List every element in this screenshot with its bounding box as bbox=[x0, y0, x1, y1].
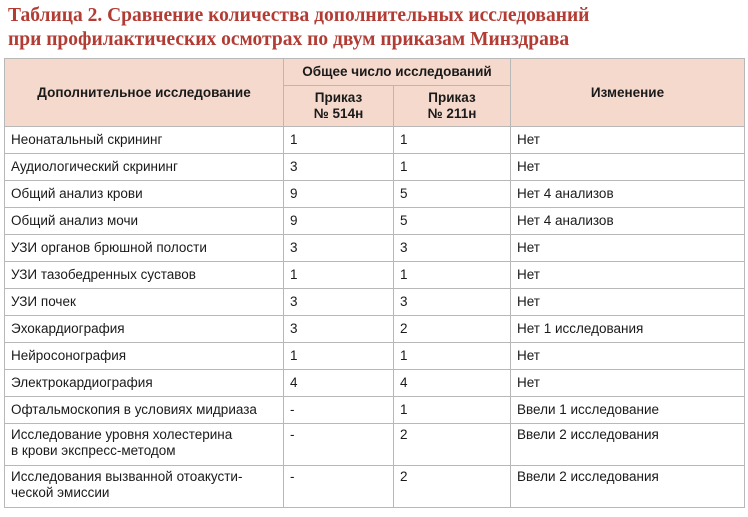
cell-211: 5 bbox=[394, 208, 511, 235]
table-row bbox=[5, 316, 745, 343]
cell-test bbox=[5, 466, 284, 508]
cell-test: УЗИ тазобедренных суставов bbox=[5, 262, 284, 289]
cell-514: 9 bbox=[284, 208, 394, 235]
cell-change: Нет bbox=[511, 289, 745, 316]
header-test: Дополнительное исследование bbox=[5, 59, 284, 127]
cell-test: Офтальмоскопия в условиях мидриаза bbox=[5, 397, 284, 424]
cell-change: Нет bbox=[511, 262, 745, 289]
table-row bbox=[5, 466, 745, 508]
header-change: Изменение bbox=[511, 59, 745, 127]
cell-211: 5 bbox=[394, 181, 511, 208]
cell-test: Неонатальный скрининг bbox=[5, 127, 284, 154]
table-row bbox=[5, 208, 745, 235]
cell-change: Нет bbox=[511, 343, 745, 370]
table-row bbox=[5, 370, 745, 397]
table-row bbox=[5, 235, 745, 262]
cell-211: 2 bbox=[394, 316, 511, 343]
table-row bbox=[5, 262, 745, 289]
cell-211: 3 bbox=[394, 289, 511, 316]
cell-514: 1 bbox=[284, 127, 394, 154]
table-row bbox=[5, 154, 745, 181]
cell-change: Ввели 2 исследования bbox=[511, 466, 745, 508]
header-order-211 bbox=[394, 86, 511, 127]
header-order-211-line1: Приказ bbox=[428, 90, 476, 105]
cell-514: 1 bbox=[284, 343, 394, 370]
table-row bbox=[5, 343, 745, 370]
cell-514: 3 bbox=[284, 316, 394, 343]
cell-514: 3 bbox=[284, 154, 394, 181]
cell-change: Нет bbox=[511, 154, 745, 181]
cell-test: Нейросонография bbox=[5, 343, 284, 370]
cell-514: - bbox=[284, 466, 394, 508]
cell-514: - bbox=[284, 424, 394, 466]
header-total: Общее число исследований bbox=[284, 59, 511, 86]
cell-211: 1 bbox=[394, 262, 511, 289]
table-row bbox=[5, 289, 745, 316]
header-order-514-line1: Приказ bbox=[314, 90, 363, 105]
cell-test bbox=[5, 424, 284, 466]
header-order-211-line2: № 211н bbox=[427, 106, 477, 121]
cell-change: Нет 4 анализов bbox=[511, 208, 745, 235]
cell-test: Электрокардиография bbox=[5, 370, 284, 397]
cell-514: 1 bbox=[284, 262, 394, 289]
cell-211: 2 bbox=[394, 424, 511, 466]
cell-test: Эхокардиография bbox=[5, 316, 284, 343]
cell-change: Ввели 1 исследование bbox=[511, 397, 745, 424]
cell-211: 1 bbox=[394, 397, 511, 424]
header-order-514 bbox=[284, 86, 394, 127]
cell-514: 4 bbox=[284, 370, 394, 397]
title-line-1: Таблица 2. Сравнение количества дополнительных исследований bbox=[8, 5, 590, 26]
cell-test: УЗИ органов брюшной полости bbox=[5, 235, 284, 262]
cell-211: 1 bbox=[394, 127, 511, 154]
table-title bbox=[8, 4, 738, 52]
table-row bbox=[5, 127, 745, 154]
cell-211: 1 bbox=[394, 154, 511, 181]
cell-514: 9 bbox=[284, 181, 394, 208]
cell-test: Аудиологический скрининг bbox=[5, 154, 284, 181]
header-order-514-line2: № 514н bbox=[313, 106, 364, 121]
cell-change: Нет bbox=[511, 235, 745, 262]
table-row bbox=[5, 181, 745, 208]
comparison-table bbox=[4, 58, 745, 508]
cell-211: 1 bbox=[394, 343, 511, 370]
cell-test-line1: Исследование уровня холестерина bbox=[11, 427, 233, 442]
cell-514: 3 bbox=[284, 235, 394, 262]
title-line-2: при профилактических осмотрах по двум приказам Минздрава bbox=[8, 29, 570, 50]
cell-change: Нет bbox=[511, 370, 745, 397]
cell-change: Нет 4 анализов bbox=[511, 181, 745, 208]
cell-change: Ввели 2 исследования bbox=[511, 424, 745, 466]
cell-change: Нет bbox=[511, 127, 745, 154]
cell-change: Нет 1 исследования bbox=[511, 316, 745, 343]
cell-test: УЗИ почек bbox=[5, 289, 284, 316]
cell-514: 3 bbox=[284, 289, 394, 316]
table-row bbox=[5, 397, 745, 424]
cell-test-line2: в крови экспресс-методом bbox=[11, 443, 176, 458]
table-row bbox=[5, 424, 745, 466]
cell-test: Общий анализ крови bbox=[5, 181, 284, 208]
cell-211: 3 bbox=[394, 235, 511, 262]
cell-514: - bbox=[284, 397, 394, 424]
cell-test-line2: ческой эмиссии bbox=[11, 485, 110, 500]
cell-test-line1: Исследования вызванной отоакусти- bbox=[11, 469, 243, 484]
cell-test: Общий анализ мочи bbox=[5, 208, 284, 235]
cell-211: 4 bbox=[394, 370, 511, 397]
cell-211: 2 bbox=[394, 466, 511, 508]
